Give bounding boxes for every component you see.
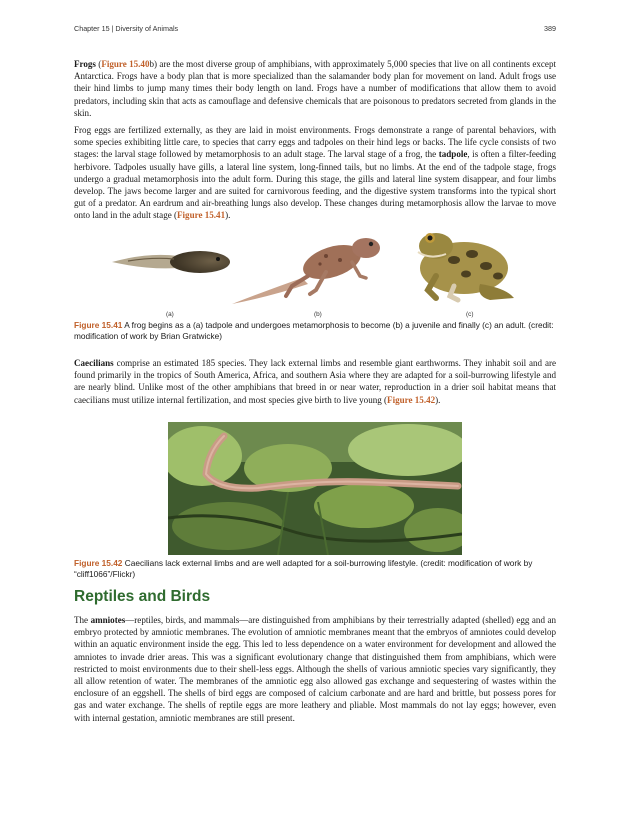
frog-eggs-paragraph (74, 124, 556, 222)
figure-15-41-link[interactable]: Figure 15.41 (177, 210, 226, 221)
eggs-text-2: , is often a filter-feeding herbivore. Tadpoles usually have gills, a lateral line system, long-finned tails, but no limbs. At the end of the tadpole stage, frogs undergo a gradual metamorphosis into the adult form. During this stage, the gills and lateral line system disappear, and four limbs develop. The jaws become larger and are suited for carnivorous feeding, and the digestive system transforms into the typical short gut of a predator. An eardrum and air-breathing lungs also develop. These changes during metamorphosis allow the larvae to move onto land in the adult stage ( (74, 149, 556, 221)
figure-15-41-caption (74, 320, 556, 343)
eggs-close: ). (225, 210, 231, 221)
caecilian-photo (168, 422, 462, 555)
figure-15-40-link[interactable]: Figure 15.40 (101, 59, 150, 69)
eggs-text-1: Frog eggs are fertilized externally, as they are laid in moist environments. Frogs demonstrate a range of parental behaviors, with some species exhibiting little care, to species that carry eggs and tadpoles on their hind legs or backs. The life cycle consists of two stages: the larval stage followed by metamorphosis to an adult stage. The larval stage of a frog, the (74, 125, 556, 160)
amniotes-paragraph (74, 614, 556, 724)
frogs-text: b) are the most diverse group of amphibians, with approximately 5,000 species that live on all continents except Antarctica. Frogs have a body plan that is more specialized than the salamander body plan for movement on land. Adult frogs use their hind limbs to jump many times their body length on land. Frogs have a number of modifications that allow them to avoid predators, including skin that acts as camouflage and defensive chemicals that are poisonous to predators secreted from glands in the skin. (74, 59, 556, 118)
term-frogs: Frogs (74, 59, 96, 69)
figure-label-a: (a) (166, 311, 174, 318)
running-header-chapter: Chapter 15 | Diversity of Animals (74, 24, 179, 33)
term-caecilians: Caecilians (74, 358, 114, 368)
caecilians-paragraph (74, 357, 556, 406)
figure-label-b: (b) (314, 311, 322, 318)
figure-label-c: (c) (466, 311, 474, 318)
amniotes-text: —reptiles, birds, and mammals—are distinguished from amphibians by their terrestrially adapted (shelled) egg and an embryo protected by amniotic membranes. The evolution of amniotic membranes meant that the embryos of amniotes could develop within an aquatic environment inside the egg. This led to less dependence on a water environment for development and allowed the amniotes to invade drier areas. This was a significant evolutionary change that distinguished them from amphibians, which were restricted to moist environments due to their shell-less eggs. Although the shells of various amniotic species vary significantly, they all allow retention of water. The membranes of the amniotic egg also allowed gas exchange and sequestering of wastes within the enclosure of an eggshell. The shells of bird eggs are composed of calcium carbonate and are hard and brittle, but possess pores for gas and water exchange. The shells of reptile eggs are more leathery and pliable. Most mammals do not lay eggs; however, even with internal gestation, amniotic membranes are still present. (74, 615, 556, 723)
tadpole-image (108, 244, 232, 278)
figure-15-41-label: Figure 15.41 (74, 320, 123, 330)
figure-15-42-caption-text: Caecilians lack external limbs and are well adapted for a soil-burrowing lifestyle. (credit: modification of work by “cliff1066”/Flickr) (74, 558, 533, 580)
adult-frog-image (410, 224, 520, 304)
amniotes-intro: The (74, 615, 91, 625)
caecilians-text: comprise an estimated 185 species. They lack external limbs and resemble giant earthworms. They inhabit soil and are found primarily in the tropics of South America, Africa, and southern Asia where they are adapted for a soil-burrowing lifestyle and are nearly blind. Unlike most of the other amphibians that breed in or near water, reproduction in a drier soil habitat means that caecilians must utilize internal fertilization, and most species give birth to live young ( (74, 358, 556, 405)
section-heading-reptiles-and-birds: Reptiles and Birds (74, 588, 211, 605)
term-tadpole: tadpole (438, 149, 468, 160)
frogs-open-paren: ( (95, 59, 102, 69)
figure-15-41-caption-text: A frog begins as a (a) tadpole and undergoes metamorphosis to become (b) a juvenile and finally (c) an adult. (credit: modification of work by Brian Gratwicke) (74, 320, 554, 342)
term-amniotes: amniotes (90, 615, 126, 625)
figure-15-42-caption (74, 558, 556, 581)
frogs-paragraph (74, 58, 556, 119)
page-number: 389 (544, 24, 556, 33)
caecilians-close: ). (435, 394, 441, 405)
figure-15-42-label: Figure 15.42 (74, 558, 123, 568)
figure-15-42-link[interactable]: Figure 15.42 (387, 394, 436, 405)
juvenile-frog-image (228, 232, 388, 308)
